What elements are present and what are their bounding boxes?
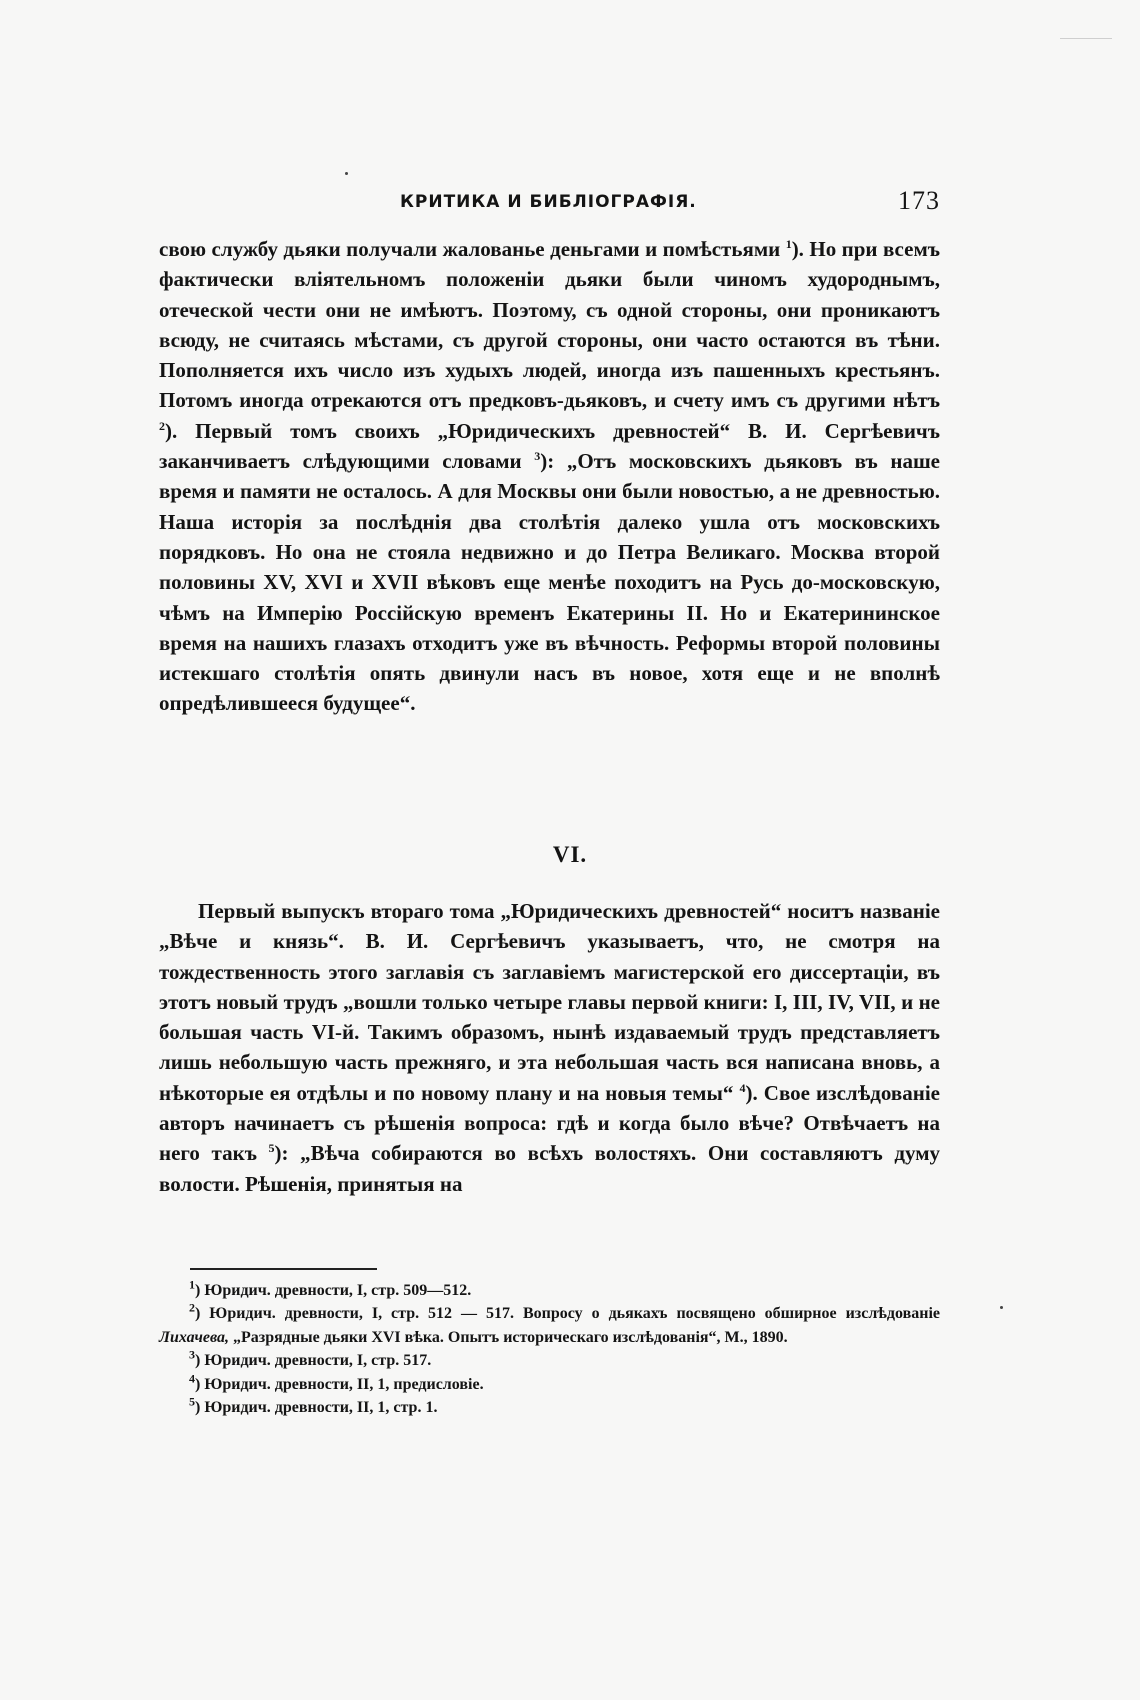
footnote-mark: 4 (189, 1371, 195, 1386)
text-run: ). Первый томъ своихъ „Юридическихъ древностей“ В. И. Сергѣевичъ заканчиваетъ слѣдующими словами (159, 418, 940, 474)
paragraph-section-six (159, 896, 940, 1199)
footnote-text: „Разрядные дьяки XVI вѣка. Опытъ историческаго изслѣдованія“, М., 1890. (229, 1328, 788, 1346)
scan-edge-line (1060, 38, 1112, 39)
print-speck (345, 172, 348, 175)
footnote-mark: 2 (189, 1301, 195, 1316)
footnote-ref: 4 (739, 1080, 746, 1095)
text-run: ): „Вѣча собираются во всѣхъ волостяхъ. Они составляютъ думу волости. Рѣшенія, принятыя на (159, 1141, 940, 1196)
footnote-mark: 3 (189, 1347, 195, 1362)
footnote-3 (159, 1349, 940, 1372)
footnote-text: ) Юридич. древности, I, стр. 512 — 517. Вопросу о дьякахъ посвящено обширное изслѣдованіе (195, 1305, 940, 1323)
print-speck (1000, 1306, 1003, 1309)
footnotes (159, 1279, 940, 1419)
footnote-ref: 2 (159, 418, 165, 433)
footnote-mark: 5 (189, 1394, 195, 1409)
page-header (400, 186, 940, 218)
footnote-2 (159, 1302, 940, 1349)
footnote-text: ) Юридич. древности, II, 1, предисловіе. (195, 1375, 484, 1393)
text-run: ). Свое изслѣдованіе авторъ начинаетъ съ рѣшенія вопроса: гдѣ и когда было вѣче? Отвѣчаетъ на него такъ (159, 1080, 940, 1166)
footnote-divider (190, 1268, 377, 1270)
footnote-5 (159, 1396, 940, 1419)
section-heading: VI. (552, 842, 588, 867)
footnote-ref: 1 (785, 237, 792, 251)
footnote-ref: 3 (534, 449, 541, 464)
footnote-mark: 1 (189, 1277, 195, 1292)
paragraph-text (159, 896, 940, 1199)
paragraph-continued (159, 234, 940, 719)
running-title: КРИТИКА И БИБЛІОГРАФІЯ. (400, 192, 697, 212)
text-run: Первый выпускъ втораго тома „Юридическихъ древностей“ носитъ названіе „Вѣче и князь“. В. И. Сергѣевичъ указываетъ, что, не смотря на тождественность этого заглавія съ заглавіемъ магистерской его диссертаціи, въ этотъ новый трудъ „вошли только четыре главы первой книги: I, III, IV, VII, и не большая часть VI-й. Такимъ образомъ, нынѣ издаваемый трудъ представляетъ лишь небольшую часть прежняго, и эта небольшая часть вся написана вновь, а нѣкоторые ея отдѣлы и по новому плану и на новыя темы“ (159, 899, 940, 1105)
text-run: свою службу дьяки получали жалованье деньгами и помѣстьями (159, 237, 786, 261)
paragraph-text (159, 234, 940, 719)
footnote-4 (159, 1373, 940, 1396)
footnote-ref: 5 (268, 1141, 275, 1156)
footnote-text: ) Юридич. древности, I, стр. 517. (195, 1352, 432, 1370)
footnote-author: Лихачева, (159, 1328, 229, 1346)
footnote-text: ) Юридич. древности, I, стр. 509—512. (195, 1282, 472, 1299)
text-run: ). Но при всемъ фактически вліятельномъ положеніи дьяки были чиномъ худороднымъ, отеческой чести они не имѣютъ. Поэтому, съ одной стороны, они проникаютъ всюду, не считаясь мѣстами, съ другой стороны, они часто остаются въ тѣни. Пополняется ихъ число изъ худыхъ людей, иногда изъ пашенныхъ крестьянъ. Потомъ иногда отрекаются отъ предковъ-дьяковъ, и счету имъ съ другими нѣтъ (159, 237, 940, 413)
page-number: 173 (898, 186, 940, 215)
footnote-1 (159, 1279, 940, 1302)
footnote-text: ) Юридич. древности, II, 1, стр. 1. (195, 1399, 438, 1417)
text-run: ): „Отъ московскихъ дьяковъ въ наше время и памяти не осталось. А для Москвы они были новостью, а не древностью. Наша исторія за послѣднія два столѣтія далеко ушла отъ московскихъ порядковъ. Но она не стояла недвижно и до Петра Великаго. Москва второй половины XV, XVI и XVII вѣковъ еще менѣе походитъ на Русь до-московскую, чѣмъ на Имперію Россійскую временъ Екатерины II. Но и Екатерининское время на нашихъ глазахъ отходитъ уже въ вѣчность. Реформы второй половины истекшаго столѣтія опять двинули насъ въ новое, хотя еще и не вполнѣ опредѣлившееся будущее“. (159, 449, 941, 716)
